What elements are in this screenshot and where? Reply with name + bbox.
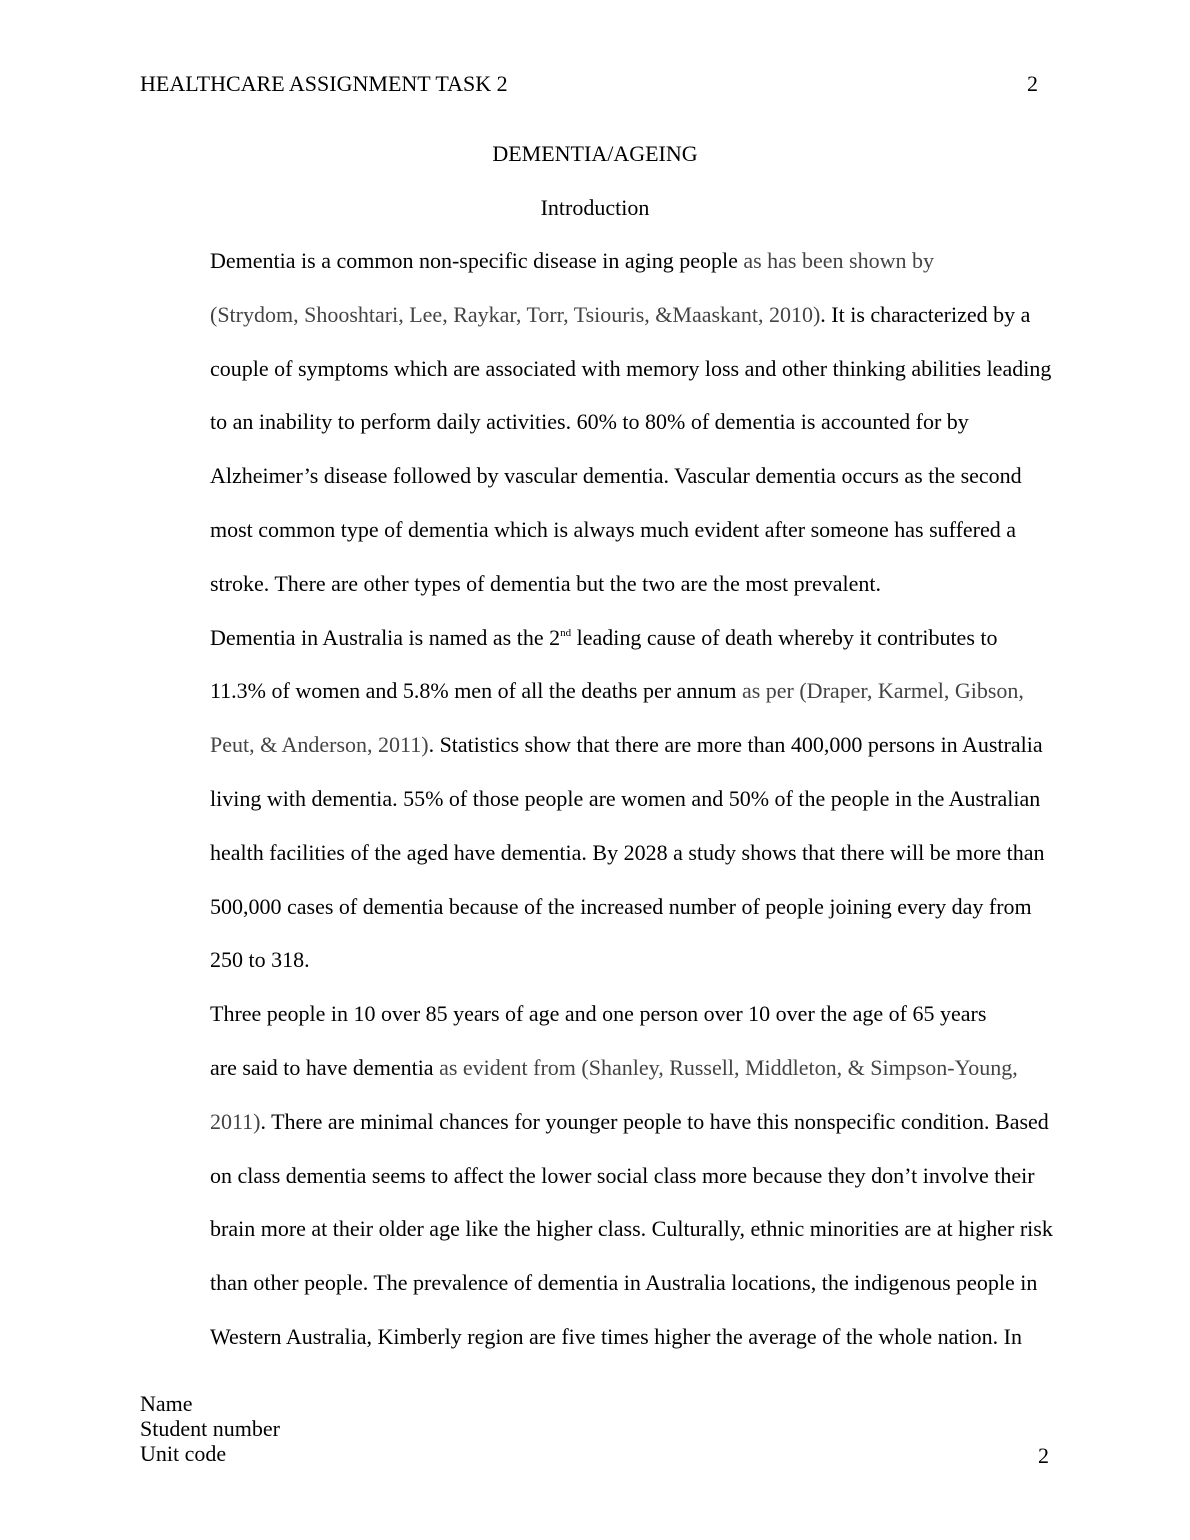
text-line xyxy=(140,718,1060,772)
text-line xyxy=(140,611,1060,665)
text-line xyxy=(140,288,1060,342)
text-line xyxy=(140,1202,1060,1256)
text-line xyxy=(140,664,1060,718)
text-line xyxy=(140,1041,1060,1095)
text-run: to an inability to perform daily activities. 60% to 80% of dementia is accounted for by xyxy=(210,409,969,435)
text-run: . It is characterized by a xyxy=(820,301,1031,327)
paragraph xyxy=(140,987,1060,1364)
text-run: leading cause of death whereby it contributes to xyxy=(571,624,998,650)
text-run: Three people in 10 over 85 years of age and one person over 10 over the age of 65 years xyxy=(210,1001,987,1027)
paragraph xyxy=(140,234,1060,611)
text-line xyxy=(140,1310,1060,1364)
citation: as per (Draper, Karmel, Gibson, xyxy=(741,678,1024,704)
footer-block xyxy=(140,1391,280,1466)
text-run: living with dementia. 55% of those people are women and 50% of the people in the Australian xyxy=(210,785,1041,811)
text-line xyxy=(140,880,1060,934)
text-line xyxy=(140,1095,1060,1149)
footer-page-number: 2 xyxy=(1038,1443,1049,1468)
footer-name: Name xyxy=(140,1391,193,1416)
header-page-number: 2 xyxy=(1027,71,1038,96)
footer-student-number: Student number xyxy=(140,1416,280,1441)
text-run: couple of symptoms which are associated with memory loss and other thinking abilities leading xyxy=(210,355,1052,381)
text-line xyxy=(140,1256,1060,1310)
citation: 2011) xyxy=(210,1108,261,1134)
text-line xyxy=(140,826,1060,880)
text-run: health facilities of the aged have dementia. By 2028 a study shows that there will be more than xyxy=(210,839,1045,865)
text-run: . Statistics show that there are more than 400,000 persons in Australia xyxy=(428,732,1043,758)
text-line xyxy=(140,395,1060,449)
text-line xyxy=(140,503,1060,557)
text-line xyxy=(140,933,1060,987)
text-line xyxy=(140,449,1060,503)
text-line xyxy=(140,342,1060,396)
citation: (Strydom, Shooshtari, Lee, Raykar, Torr, Tsiouris, &Maaskant, 2010) xyxy=(210,301,821,327)
text-run: on class dementia seems to affect the lower social class more because they don’t involve their xyxy=(210,1162,1035,1188)
text-run: stroke. There are other types of dementia but the two are the most prevalent. xyxy=(210,570,881,596)
running-head: HEALTHCARE ASSIGNMENT TASK 2 xyxy=(140,71,508,96)
text-run: 11.3% of women and 5.8% men of all the deaths per annum xyxy=(210,678,742,704)
text-line xyxy=(140,234,1060,288)
text-line xyxy=(140,987,1060,1041)
text-run: 250 to 318. xyxy=(210,947,310,973)
citation: as has been shown by xyxy=(743,248,934,273)
document-title: DEMENTIA/AGEING xyxy=(492,141,698,166)
text-run: most common type of dementia which is always much evident after someone has suffered a xyxy=(210,516,1017,542)
footer-unit-code: Unit code xyxy=(140,1441,227,1466)
text-run: brain more at their older age like the higher class. Culturally, ethnic minorities are at higher risk xyxy=(210,1216,1053,1242)
superscript: nd xyxy=(560,626,572,639)
text-run: Dementia in Australia is named as the 2 xyxy=(210,624,561,650)
text-run: are said to have dementia xyxy=(210,1054,440,1080)
text-line xyxy=(140,557,1060,611)
citation: Peut, & Anderson, 2011) xyxy=(210,732,429,758)
text-run: 500,000 cases of dementia because of the increased number of people joining every day from xyxy=(210,893,1032,919)
text-line xyxy=(140,1149,1060,1203)
body-text xyxy=(140,234,1060,1364)
text-run: Alzheimer’s disease followed by vascular dementia. Vascular dementia occurs as the second xyxy=(210,463,1022,489)
text-run: than other people. The prevalence of dementia in Australia locations, the indigenous people in xyxy=(210,1270,1038,1296)
paragraph xyxy=(140,611,1060,988)
section-heading-introduction: Introduction xyxy=(540,195,650,220)
text-run: Western Australia, Kimberly region are five times higher the average of the whole nation. In xyxy=(210,1323,1022,1349)
text-run: Dementia is a common non-specific disease in aging people xyxy=(210,248,744,273)
text-run: . There are minimal chances for younger people to have this nonspecific condition. Based xyxy=(260,1108,1049,1134)
text-line xyxy=(140,772,1060,826)
citation: as evident from (Shanley, Russell, Middleton, & Simpson-Young, xyxy=(439,1054,1018,1080)
